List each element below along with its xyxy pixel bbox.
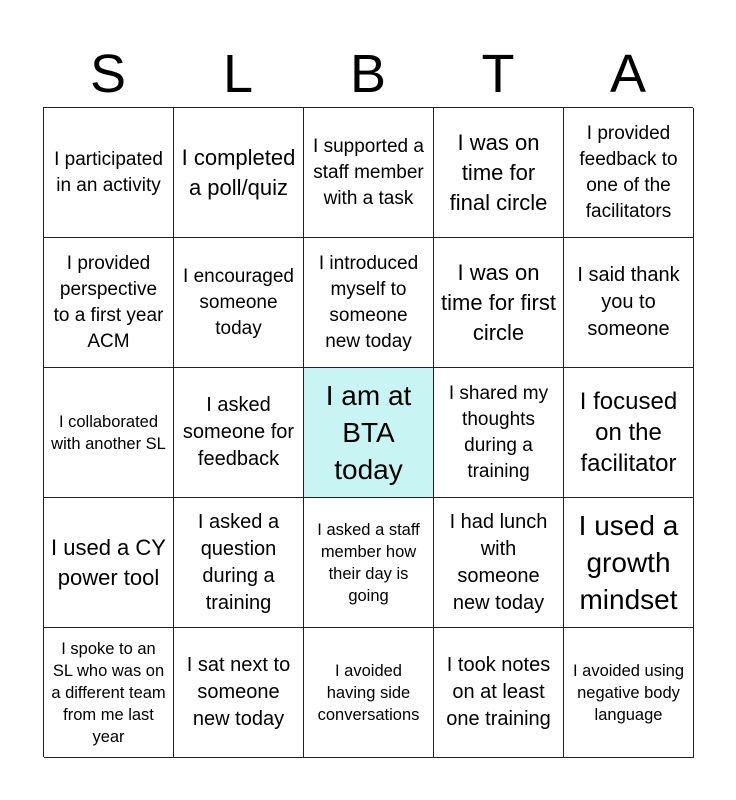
bingo-cell-text: I said thank you to someone [577,264,680,340]
bingo-cell[interactable] [304,628,434,758]
bingo-cell-text: I used a CY power tool [51,534,166,590]
header-letter-b: B [349,44,387,104]
bingo-header [43,42,693,106]
bingo-cell-text: I avoided using negative body language [573,661,684,724]
bingo-cell[interactable] [174,628,304,758]
bingo-cell[interactable] [564,108,694,238]
bingo-cell-text: I took notes on at least one training [446,654,551,730]
bingo-cell-text: I focused on the facilitator [579,388,678,477]
bingo-cell-text: I was on time for final circle [449,129,548,215]
bingo-cell[interactable] [174,238,304,368]
bingo-cell-text: I provided feedback to one of the facilitators [579,122,678,222]
bingo-cell-text: I asked a question during a training [197,510,280,614]
bingo-cell-text: I asked a staff member how their day is going [317,520,420,605]
bingo-cell-text: I supported a staff member with a task [313,135,424,209]
bingo-cell[interactable] [564,498,694,628]
bingo-cell[interactable] [174,498,304,628]
bingo-cell[interactable] [434,368,564,498]
bingo-cell-text: I avoided having side conversations [317,661,420,724]
bingo-cell-text: I am at BTA today [325,380,412,485]
header-letter-t: T [481,44,515,104]
bingo-cell-text: I collaborated with another SL [51,412,166,453]
bingo-cell[interactable] [304,238,434,368]
bingo-cell[interactable] [44,238,174,368]
bingo-cell[interactable] [44,498,174,628]
bingo-cell-text: I participated in an activity [54,148,163,196]
bingo-cell-text: I shared my thoughts during a training [448,382,549,482]
header-letter-s: S [89,44,127,104]
bingo-cell[interactable] [434,628,564,758]
bingo-cell-text: I had lunch with someone new today [449,510,548,614]
bingo-cell[interactable] [434,238,564,368]
bingo-cell[interactable] [434,108,564,238]
bingo-cell[interactable] [304,498,434,628]
bingo-cell[interactable] [44,368,174,498]
bingo-cell[interactable] [44,628,174,758]
bingo-cell-text: I used a growth mindset [578,510,679,615]
bingo-cell[interactable] [174,368,304,498]
bingo-cell-free[interactable] [304,368,434,498]
header-letter-l: L [222,44,254,104]
bingo-cell-text: I spoke to an SL who was on a different team from me last year [51,639,166,746]
bingo-grid [43,107,693,757]
bingo-cell[interactable] [304,108,434,238]
bingo-cell[interactable] [564,368,694,498]
bingo-cell-text: I was on time for first circle [441,259,556,345]
bingo-cell[interactable] [44,108,174,238]
header-letter-a: A [609,44,647,104]
bingo-cell[interactable] [434,498,564,628]
bingo-cell-text: I completed a poll/quiz [181,144,296,200]
bingo-cell[interactable] [564,628,694,758]
bingo-cell-text: I provided perspective to a first year ACM [53,252,164,352]
bingo-cell[interactable] [564,238,694,368]
bingo-cell-text: I introduced myself to someone new today [318,252,419,352]
bingo-cell-text: I asked someone for feedback [182,394,295,470]
bingo-cell-text: I sat next to someone new today [186,654,291,730]
bingo-cell-text: I encouraged someone today [183,265,294,339]
bingo-cell[interactable] [174,108,304,238]
